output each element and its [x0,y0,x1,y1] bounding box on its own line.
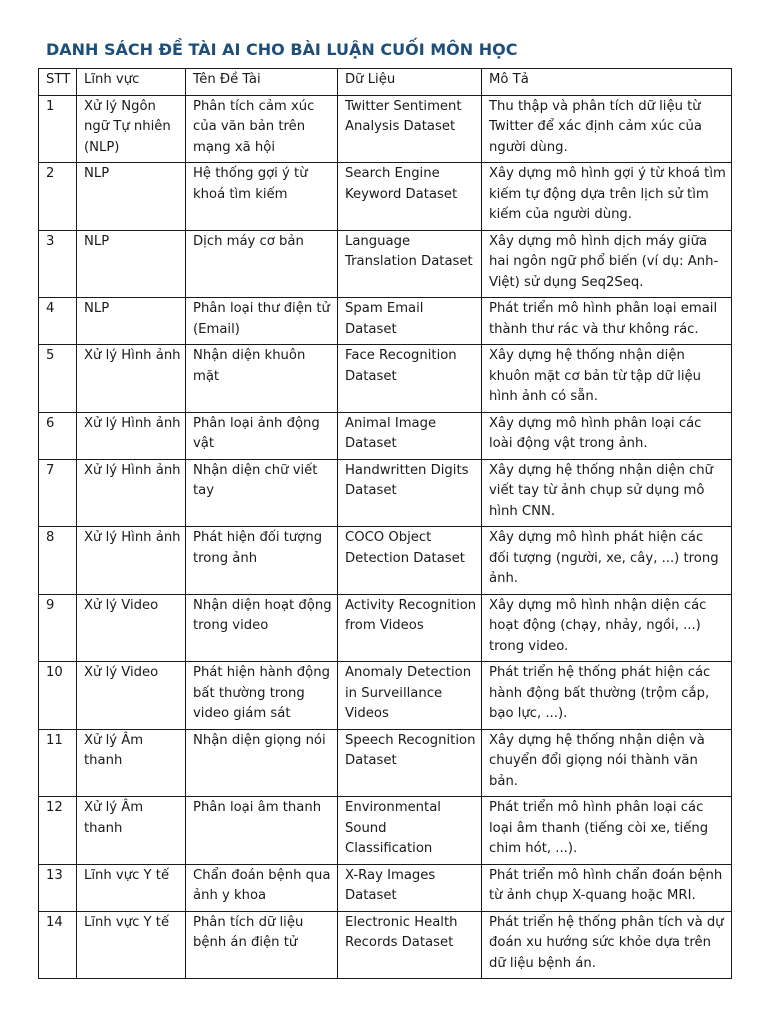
cell-field: Xử lý Hình ảnh [77,345,186,413]
topics-table [38,68,732,979]
cell-description: Xây dựng mô hình nhận diện các hoạt động (chạy, nhảy, ngồi, ...) trong video. [482,594,732,662]
cell-stt: 4 [39,298,77,345]
table-row [39,864,732,911]
cell-topic: Nhận diện khuôn mặt [186,345,338,413]
cell-dataset: Environmental Sound Classification [338,797,482,865]
cell-description: Xây dựng hệ thống nhận diện và chuyển đổi giọng nói thành văn bản. [482,729,732,797]
cell-stt: 10 [39,662,77,730]
table-row [39,594,732,662]
table-row [39,163,732,231]
cell-dataset: Spam Email Dataset [338,298,482,345]
cell-description: Xây dựng mô hình phân loại các loài động vật trong ảnh. [482,412,732,459]
cell-topic: Dịch máy cơ bản [186,230,338,298]
cell-dataset: Search Engine Keyword Dataset [338,163,482,231]
table-row [39,298,732,345]
cell-field: NLP [77,163,186,231]
cell-topic: Nhận diện chữ viết tay [186,459,338,527]
table-row [39,95,732,163]
table-row [39,527,732,595]
cell-description: Xây dựng mô hình dịch máy giữa hai ngôn ngữ phổ biến (ví dụ: Anh-Việt) sử dụng Seq2Seq. [482,230,732,298]
cell-field: NLP [77,298,186,345]
cell-topic: Phát hiện đối tượng trong ảnh [186,527,338,595]
cell-field: Xử lý Video [77,662,186,730]
cell-topic: Nhận diện giọng nói [186,729,338,797]
cell-stt: 6 [39,412,77,459]
cell-stt: 2 [39,163,77,231]
table-row [39,345,732,413]
cell-topic: Phân loại âm thanh [186,797,338,865]
cell-topic: Phân tích cảm xúc của văn bản trên mạng xã hội [186,95,338,163]
column-header-description: Mô Tả [482,69,732,96]
cell-field: Xử lý Hình ảnh [77,412,186,459]
cell-field: Xử lý Video [77,594,186,662]
cell-stt: 3 [39,230,77,298]
cell-stt: 9 [39,594,77,662]
cell-dataset: Twitter Sentiment Analysis Dataset [338,95,482,163]
cell-dataset: Animal Image Dataset [338,412,482,459]
cell-dataset: COCO Object Detection Dataset [338,527,482,595]
cell-dataset: Electronic Health Records Dataset [338,911,482,979]
cell-stt: 11 [39,729,77,797]
cell-description: Xây dựng hệ thống nhận diện khuôn mặt cơ bản từ tập dữ liệu hình ảnh có sẵn. [482,345,732,413]
cell-field: Xử lý Hình ảnh [77,527,186,595]
column-header-dataset: Dữ Liệu [338,69,482,96]
cell-stt: 5 [39,345,77,413]
cell-dataset: Speech Recognition Dataset [338,729,482,797]
cell-dataset: Handwritten Digits Dataset [338,459,482,527]
cell-stt: 8 [39,527,77,595]
cell-topic: Hệ thống gợi ý từ khoá tìm kiếm [186,163,338,231]
cell-description: Phát triển hệ thống phát hiện các hành động bất thường (trộm cắp, bạo lực, ...). [482,662,732,730]
cell-field: Lĩnh vực Y tế [77,864,186,911]
table-header [39,69,732,96]
column-header-topic: Tên Đề Tài [186,69,338,96]
header-row [39,69,732,96]
page-title: DANH SÁCH ĐỀ TÀI AI CHO BÀI LUẬN CUỐI MÔN HỌC [46,40,518,59]
cell-description: Phát triển hệ thống phân tích và dự đoán xu hướng sức khỏe dựa trên dữ liệu bệnh án. [482,911,732,979]
cell-description: Phát triển mô hình phân loại các loại âm thanh (tiếng còi xe, tiếng chim hót, ...). [482,797,732,865]
cell-dataset: Face Recognition Dataset [338,345,482,413]
cell-description: Phát triển mô hình chẩn đoán bệnh từ ảnh chụp X-quang hoặc MRI. [482,864,732,911]
cell-topic: Chẩn đoán bệnh qua ảnh y khoa [186,864,338,911]
cell-topic: Phân loại thư điện tử (Email) [186,298,338,345]
cell-field: Xử lý Ngôn ngữ Tự nhiên (NLP) [77,95,186,163]
cell-dataset: X-Ray Images Dataset [338,864,482,911]
table-row [39,797,732,865]
cell-stt: 12 [39,797,77,865]
cell-dataset: Activity Recognition from Videos [338,594,482,662]
cell-description: Xây dựng mô hình gợi ý từ khoá tìm kiếm tự động dựa trên lịch sử tìm kiếm của người dùng. [482,163,732,231]
column-header-field: Lĩnh vực [77,69,186,96]
cell-stt: 13 [39,864,77,911]
table-body [39,95,732,979]
cell-field: Lĩnh vực Y tế [77,911,186,979]
cell-field: Xử lý Âm thanh [77,729,186,797]
cell-stt: 1 [39,95,77,163]
table-row [39,662,732,730]
table-row [39,729,732,797]
cell-topic: Nhận diện hoạt động trong video [186,594,338,662]
cell-topic: Phân loại ảnh động vật [186,412,338,459]
cell-field: Xử lý Hình ảnh [77,459,186,527]
cell-description: Thu thập và phân tích dữ liệu từ Twitter để xác định cảm xúc của người dùng. [482,95,732,163]
cell-topic: Phát hiện hành động bất thường trong video giám sát [186,662,338,730]
cell-description: Phát triển mô hình phân loại email thành thư rác và thư không rác. [482,298,732,345]
cell-dataset: Language Translation Dataset [338,230,482,298]
cell-field: Xử lý Âm thanh [77,797,186,865]
table-row [39,459,732,527]
cell-field: NLP [77,230,186,298]
table-row [39,911,732,979]
column-header-stt: STT [39,69,77,96]
cell-description: Xây dựng hệ thống nhận diện chữ viết tay từ ảnh chụp sử dụng mô hình CNN. [482,459,732,527]
cell-topic: Phân tích dữ liệu bệnh án điện tử [186,911,338,979]
table-row [39,230,732,298]
table-row [39,412,732,459]
cell-stt: 14 [39,911,77,979]
cell-stt: 7 [39,459,77,527]
cell-description: Xây dựng mô hình phát hiện các đối tượng (người, xe, cây, ...) trong ảnh. [482,527,732,595]
cell-dataset: Anomaly Detection in Surveillance Videos [338,662,482,730]
